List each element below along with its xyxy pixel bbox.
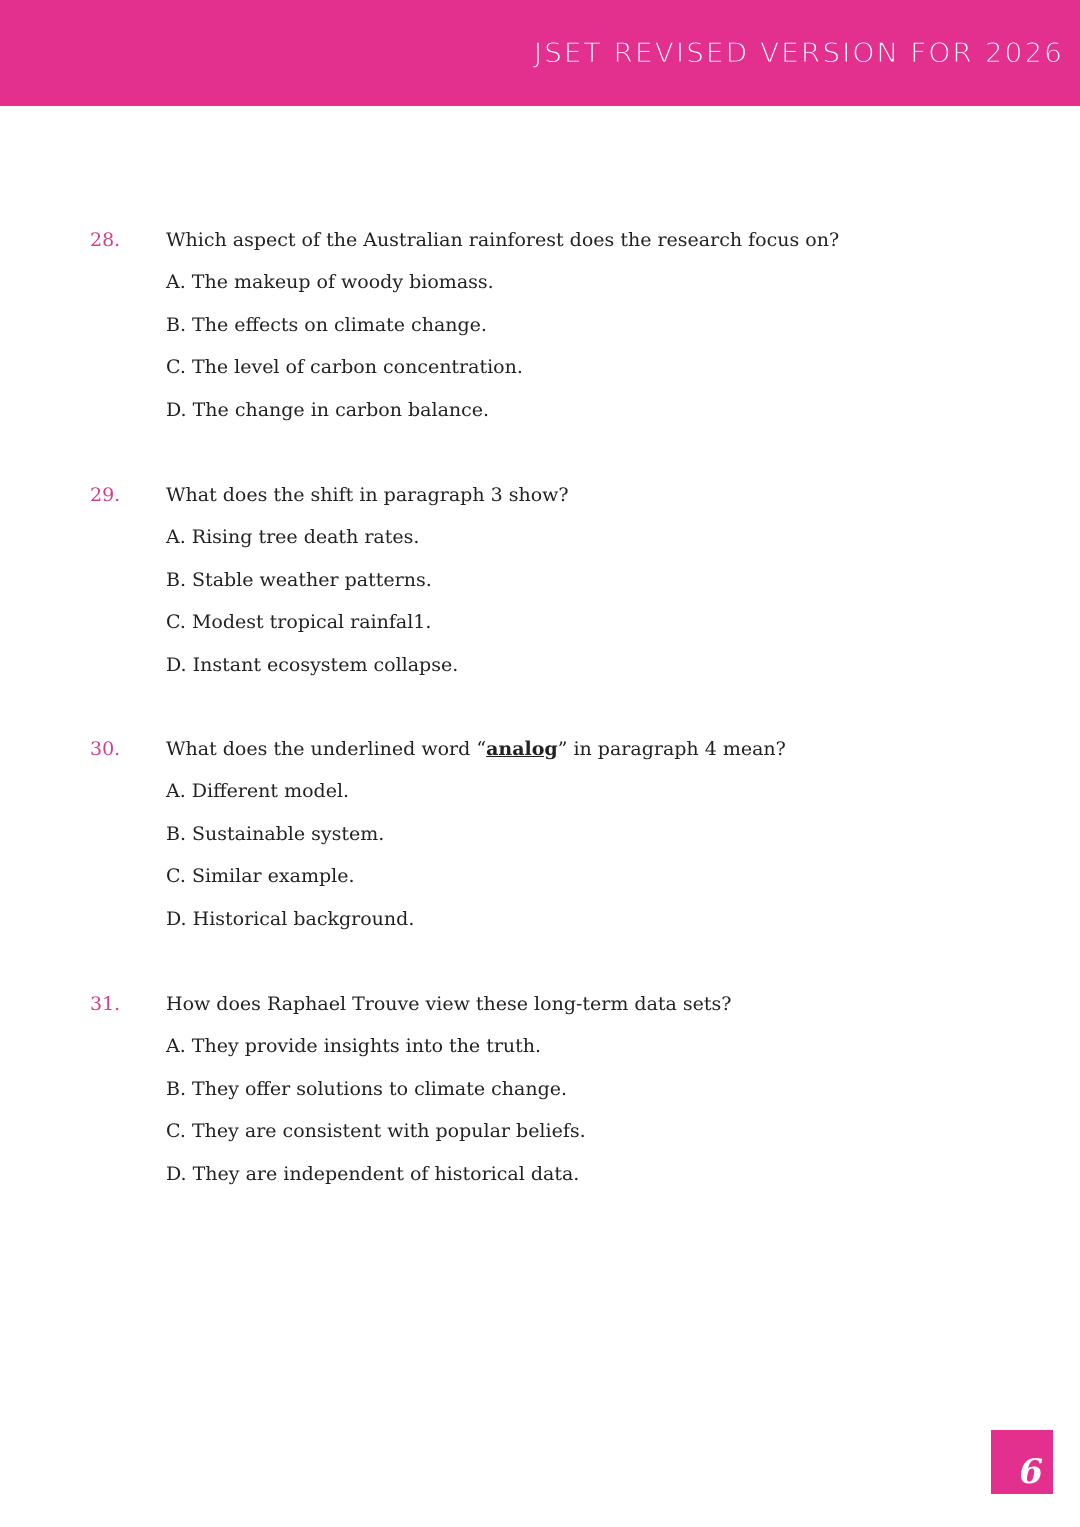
option-a: A. They provide insights into the truth. (166, 1035, 542, 1057)
question-text: Which aspect of the Australian rainforest does the research focus on? (166, 229, 840, 251)
question-text: How does Raphael Trouve view these long-term data sets? (166, 993, 732, 1015)
header-band (0, 0, 1080, 106)
option-c: C. The level of carbon concentration. (166, 356, 523, 378)
underlined-keyword: analog (486, 738, 558, 760)
option-b: B. Stable weather patterns. (166, 569, 432, 591)
option-c: C. Similar example. (166, 865, 355, 887)
option-c: C. They are consistent with popular beliefs. (166, 1120, 586, 1142)
option-c: C. Modest tropical rainfal1. (166, 611, 432, 633)
question-text-after: ” in paragraph 4 mean? (557, 738, 786, 760)
option-b: B. They offer solutions to climate change. (166, 1078, 568, 1100)
question-number: 31. (90, 993, 121, 1015)
question-text-before: What does the underlined word “ (166, 738, 487, 760)
option-a: A. The makeup of woody biomass. (166, 271, 494, 293)
page-number: 6 (1019, 1452, 1043, 1492)
option-b: B. Sustainable system. (166, 823, 385, 845)
question-text (166, 738, 786, 760)
option-b: B. The effects on climate change. (166, 314, 487, 336)
option-d: D. The change in carbon balance. (166, 399, 490, 421)
option-d: D. Historical background. (166, 908, 415, 930)
option-d: D. They are independent of historical data. (166, 1163, 580, 1185)
option-a: A. Rising tree death rates. (166, 526, 420, 548)
page-number-box (991, 1430, 1053, 1494)
question-text: What does the shift in paragraph 3 show? (166, 484, 569, 506)
header-title: JSET REVISED VERSION FOR 2026 (533, 36, 1064, 69)
question-number: 28. (90, 229, 121, 251)
question-number: 29. (90, 484, 121, 506)
option-d: D. Instant ecosystem collapse. (166, 654, 459, 676)
option-a: A. Different model. (166, 780, 350, 802)
question-number: 30. (90, 738, 121, 760)
